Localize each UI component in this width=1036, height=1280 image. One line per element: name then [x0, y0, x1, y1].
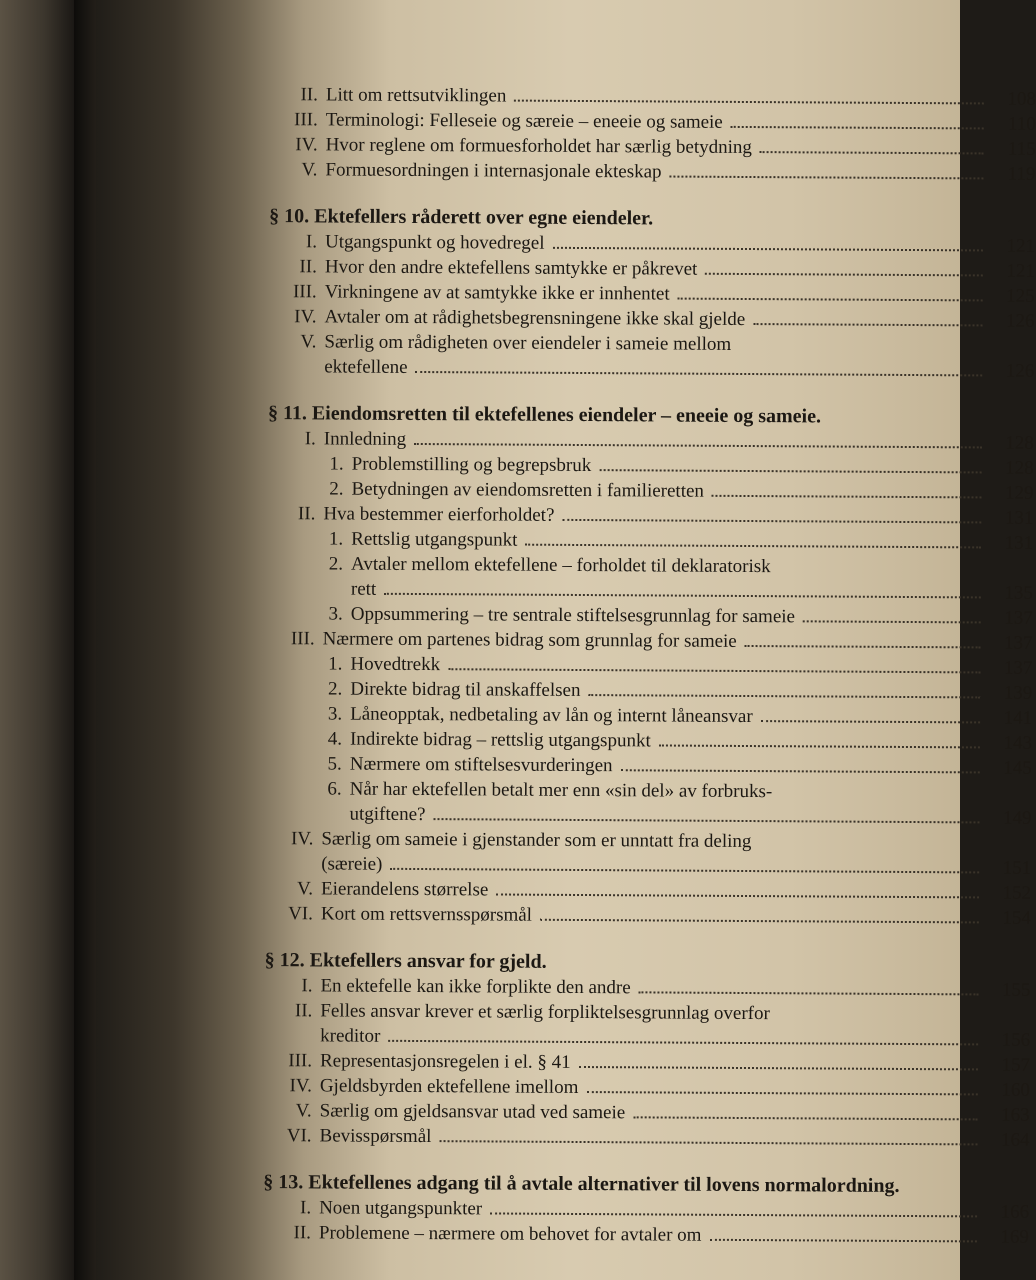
page-number: 154	[1002, 907, 1031, 929]
entry-number: 1.	[328, 653, 343, 675]
dot-leader	[705, 273, 983, 277]
toc-entry	[253, 551, 1033, 606]
toc-entry	[249, 1123, 1029, 1153]
entry-title: Låneopptak, nedbetaling av lån og internt låneansvar	[350, 703, 753, 728]
dot-leader	[621, 769, 980, 773]
entry-number: II.	[300, 84, 318, 106]
section-title: § 10. Ektefellers råderett over egne eiendeler.	[269, 205, 654, 230]
entry-title: Felles ansvar krever et særlig forpliktelsesgrunnlag overfor	[320, 1000, 770, 1025]
entry-title: Direkte bidrag til anskaffelsen	[350, 678, 581, 701]
entry-number: V.	[295, 1100, 312, 1122]
entry-title: Noen utgangspunkter	[319, 1197, 483, 1220]
entry-number: 3.	[327, 703, 343, 725]
dot-leader	[553, 247, 983, 252]
entry-number: IV.	[294, 306, 317, 328]
entry-number: 2.	[328, 553, 344, 575]
entry-number: III.	[290, 628, 315, 650]
entry-title: Gjeldsbyrden ektefellene imellom	[319, 1075, 579, 1098]
entry-number: III.	[288, 1050, 313, 1072]
page-number: 155	[1001, 979, 1031, 1001]
toc-section	[249, 1170, 1029, 1250]
toc-section	[251, 401, 1034, 931]
entry-title: Særlig om sameie i gjenstander som er unntatt fra deling	[321, 828, 752, 853]
entry-number: V.	[300, 331, 317, 353]
page-number: 166	[1000, 1201, 1030, 1223]
entry-number: V.	[301, 159, 318, 181]
entry-title: Kort om rettsvernsspørsmål	[320, 903, 533, 926]
entry-number: 1.	[329, 453, 344, 475]
entry-title: Innledning	[323, 428, 407, 450]
page-number: 137	[1004, 632, 1033, 654]
entry-title: Hovedtrekk	[350, 653, 441, 676]
dot-leader	[745, 645, 981, 648]
toc-section	[254, 204, 1035, 384]
toc-entry	[250, 998, 1030, 1053]
dot-leader	[678, 298, 983, 302]
dot-leader	[514, 100, 984, 105]
page-number: 126	[1005, 310, 1035, 332]
page-number: 169	[1000, 1226, 1030, 1248]
page-number: 119	[1007, 163, 1036, 185]
toc-entry	[254, 329, 1034, 384]
entry-title: Betydningen av eiendomsretten i familieretten	[351, 478, 705, 502]
dot-leader	[588, 694, 980, 698]
entry-title: En ektefelle kan ikke forplikte den andre	[320, 975, 631, 999]
section-title: § 13. Ektefellenes adgang til å avtale alternativer til lovens normalordning.	[263, 1171, 900, 1197]
page-number: 131	[1004, 507, 1034, 529]
page-number: 135	[1004, 582, 1033, 604]
toc-entry	[251, 826, 1031, 881]
entry-number: VI.	[288, 903, 313, 925]
dot-leader	[414, 443, 982, 448]
dot-leader	[525, 544, 981, 549]
entry-title-continuation: utgiftene?	[349, 803, 426, 826]
entry-title: Rettslig utgangspunkt	[351, 528, 518, 551]
entry-number: II.	[294, 1000, 313, 1022]
page-number: 164	[1000, 1129, 1030, 1151]
entry-title-continuation: (særeie)	[321, 853, 383, 875]
page-number: 156	[1001, 1029, 1031, 1051]
page-number: 131	[1004, 532, 1034, 554]
entry-title-continuation: kreditor	[320, 1025, 381, 1047]
dot-leader	[670, 176, 984, 180]
entry-number: IV.	[290, 828, 314, 850]
page-number: 125	[1006, 285, 1035, 307]
entry-title: Litt om rettsutviklingen	[325, 84, 507, 107]
book-page	[96, 0, 1036, 1280]
page-number: 126	[1005, 360, 1035, 382]
dot-leader	[439, 1140, 977, 1145]
entry-number: I.	[305, 231, 318, 253]
page-number: 157	[1001, 1054, 1031, 1076]
entry-title: Hvor den andre ektefellens samtykke er påkrevet	[324, 256, 698, 280]
entry-title: Eierandelens størrelse	[321, 878, 489, 901]
dot-leader	[390, 868, 979, 874]
entry-title-continuation: ektefellene	[324, 356, 408, 378]
entry-title: Problemstilling og begrepsbruk	[351, 453, 592, 477]
entry-number: 3.	[328, 603, 343, 625]
entry-number: II.	[299, 256, 317, 278]
dot-leader	[388, 1040, 978, 1046]
dot-leader	[712, 495, 982, 499]
dot-leader	[599, 469, 981, 473]
toc-entry	[255, 157, 1035, 187]
entry-number: II.	[293, 1222, 312, 1244]
dot-leader	[448, 668, 980, 673]
section-title: § 12. Ektefellers ansvar for gjeld.	[264, 949, 547, 973]
dot-leader	[803, 620, 981, 623]
facing-page-edge	[0, 0, 80, 1280]
dot-leader	[753, 323, 982, 326]
page-number: 108	[1007, 88, 1036, 110]
entry-title: Nærmere om stiftelsesvurderingen	[349, 753, 613, 777]
entry-title: Hva bestemmer eierforholdet?	[323, 503, 555, 526]
page-number: 163	[1001, 1104, 1030, 1126]
entry-number: 5.	[327, 753, 342, 775]
dot-leader	[586, 1091, 977, 1095]
entry-title: Virkningene av at samtykke ikke er innhentet	[324, 281, 670, 305]
dot-leader	[490, 1212, 977, 1217]
page-number: 128	[1005, 457, 1034, 479]
entry-title: Nærmere om partenes bidrag som grunnlag for sameie	[322, 628, 737, 652]
dot-leader	[579, 1066, 978, 1070]
toc-section	[255, 82, 1036, 187]
dot-leader	[433, 818, 979, 823]
entry-title: Bevisspørsmål	[319, 1125, 432, 1148]
entry-title: Utgangspunkt og hovedregel	[324, 231, 545, 254]
page-number: 145	[1003, 757, 1032, 779]
entry-number: I.	[299, 1197, 312, 1219]
page-number: 110	[1007, 113, 1036, 135]
dot-leader	[761, 720, 980, 723]
page-number: 143	[1003, 732, 1033, 754]
section-title: § 11. Eiendomsretten til ektefellenes eiendeler – eneeie og sameie.	[267, 402, 822, 428]
entry-title: Formuesordningen i internasjonale ekteskap	[325, 159, 662, 183]
dot-leader	[760, 151, 984, 154]
entry-title: Representasjonsregelen i el. § 41	[319, 1050, 571, 1073]
dot-leader	[731, 126, 984, 130]
entry-title: Særlig om rådigheten over eiendeler i sameie mellom	[324, 331, 732, 355]
dot-leader	[496, 893, 979, 898]
entry-number: 2.	[329, 478, 344, 500]
entry-title-continuation: rett	[350, 578, 377, 600]
dot-leader	[416, 371, 983, 376]
entry-number: V.	[296, 878, 314, 900]
entry-title: Avtaler om at rådighetsbegrensningene ikke skal gjelde	[324, 306, 746, 330]
entry-title: Avtaler mellom ektefellene – forholdet til deklaratorisk	[350, 553, 771, 578]
entry-number: I.	[304, 428, 316, 450]
toc-entry	[249, 1220, 1029, 1250]
dot-leader	[633, 1116, 977, 1120]
entry-title: Problemene – nærmere om behovet for avtaler om	[318, 1222, 702, 1246]
entry-number: IV.	[289, 1075, 312, 1097]
page-number: 149	[1002, 807, 1032, 829]
entry-title: Terminologi: Felleseie og særeie – eneeie og sameie	[325, 109, 723, 133]
entry-number: II.	[297, 503, 316, 525]
entry-number: 2.	[327, 678, 343, 700]
table-of-contents	[249, 82, 1036, 1272]
entry-title: Særlig om gjeldsansvar utad ved sameie	[319, 1100, 626, 1124]
entry-title: Hvor reglene om formuesforholdet har særlig betydning	[325, 134, 753, 159]
entry-number: III.	[293, 109, 318, 131]
page-number: 128	[1005, 432, 1034, 454]
dot-leader	[639, 991, 979, 995]
entry-number: I.	[301, 975, 313, 997]
page-number: 151	[1002, 857, 1032, 879]
entry-number: 1.	[328, 528, 344, 550]
entry-number: IV.	[295, 134, 318, 156]
entry-number: 6.	[327, 778, 342, 800]
entry-number: VI.	[286, 1125, 312, 1147]
dot-leader	[384, 593, 981, 599]
dot-leader	[659, 744, 980, 748]
dot-leader	[709, 1239, 976, 1243]
page-number: 121	[1006, 260, 1035, 282]
page-number: 152	[1002, 882, 1032, 904]
dot-leader	[562, 519, 981, 524]
entry-number: III.	[292, 281, 317, 303]
entry-title: Når har ektefellen betalt mer enn «sin del» av forbruks-	[349, 778, 773, 803]
toc-section	[249, 948, 1030, 1153]
page-number: 121	[1006, 235, 1036, 257]
page-number: 115	[1007, 138, 1036, 160]
entry-title: Oppsummering – tre sentrale stiftelsesgrunnlag for sameie	[350, 603, 796, 628]
toc-entry	[251, 901, 1031, 931]
entry-title: Indirekte bidrag – rettslig utgangspunkt	[349, 728, 651, 752]
page-number: 129	[1004, 482, 1034, 504]
page-number: 139	[1003, 682, 1033, 704]
entry-number: 4.	[327, 728, 343, 750]
page-number: 160	[1001, 1079, 1030, 1101]
page-number: 141	[1003, 707, 1033, 729]
toc-entry	[251, 776, 1031, 831]
page-number: 137	[1004, 607, 1033, 629]
dot-leader	[540, 919, 979, 924]
page-number: 137	[1003, 657, 1033, 679]
